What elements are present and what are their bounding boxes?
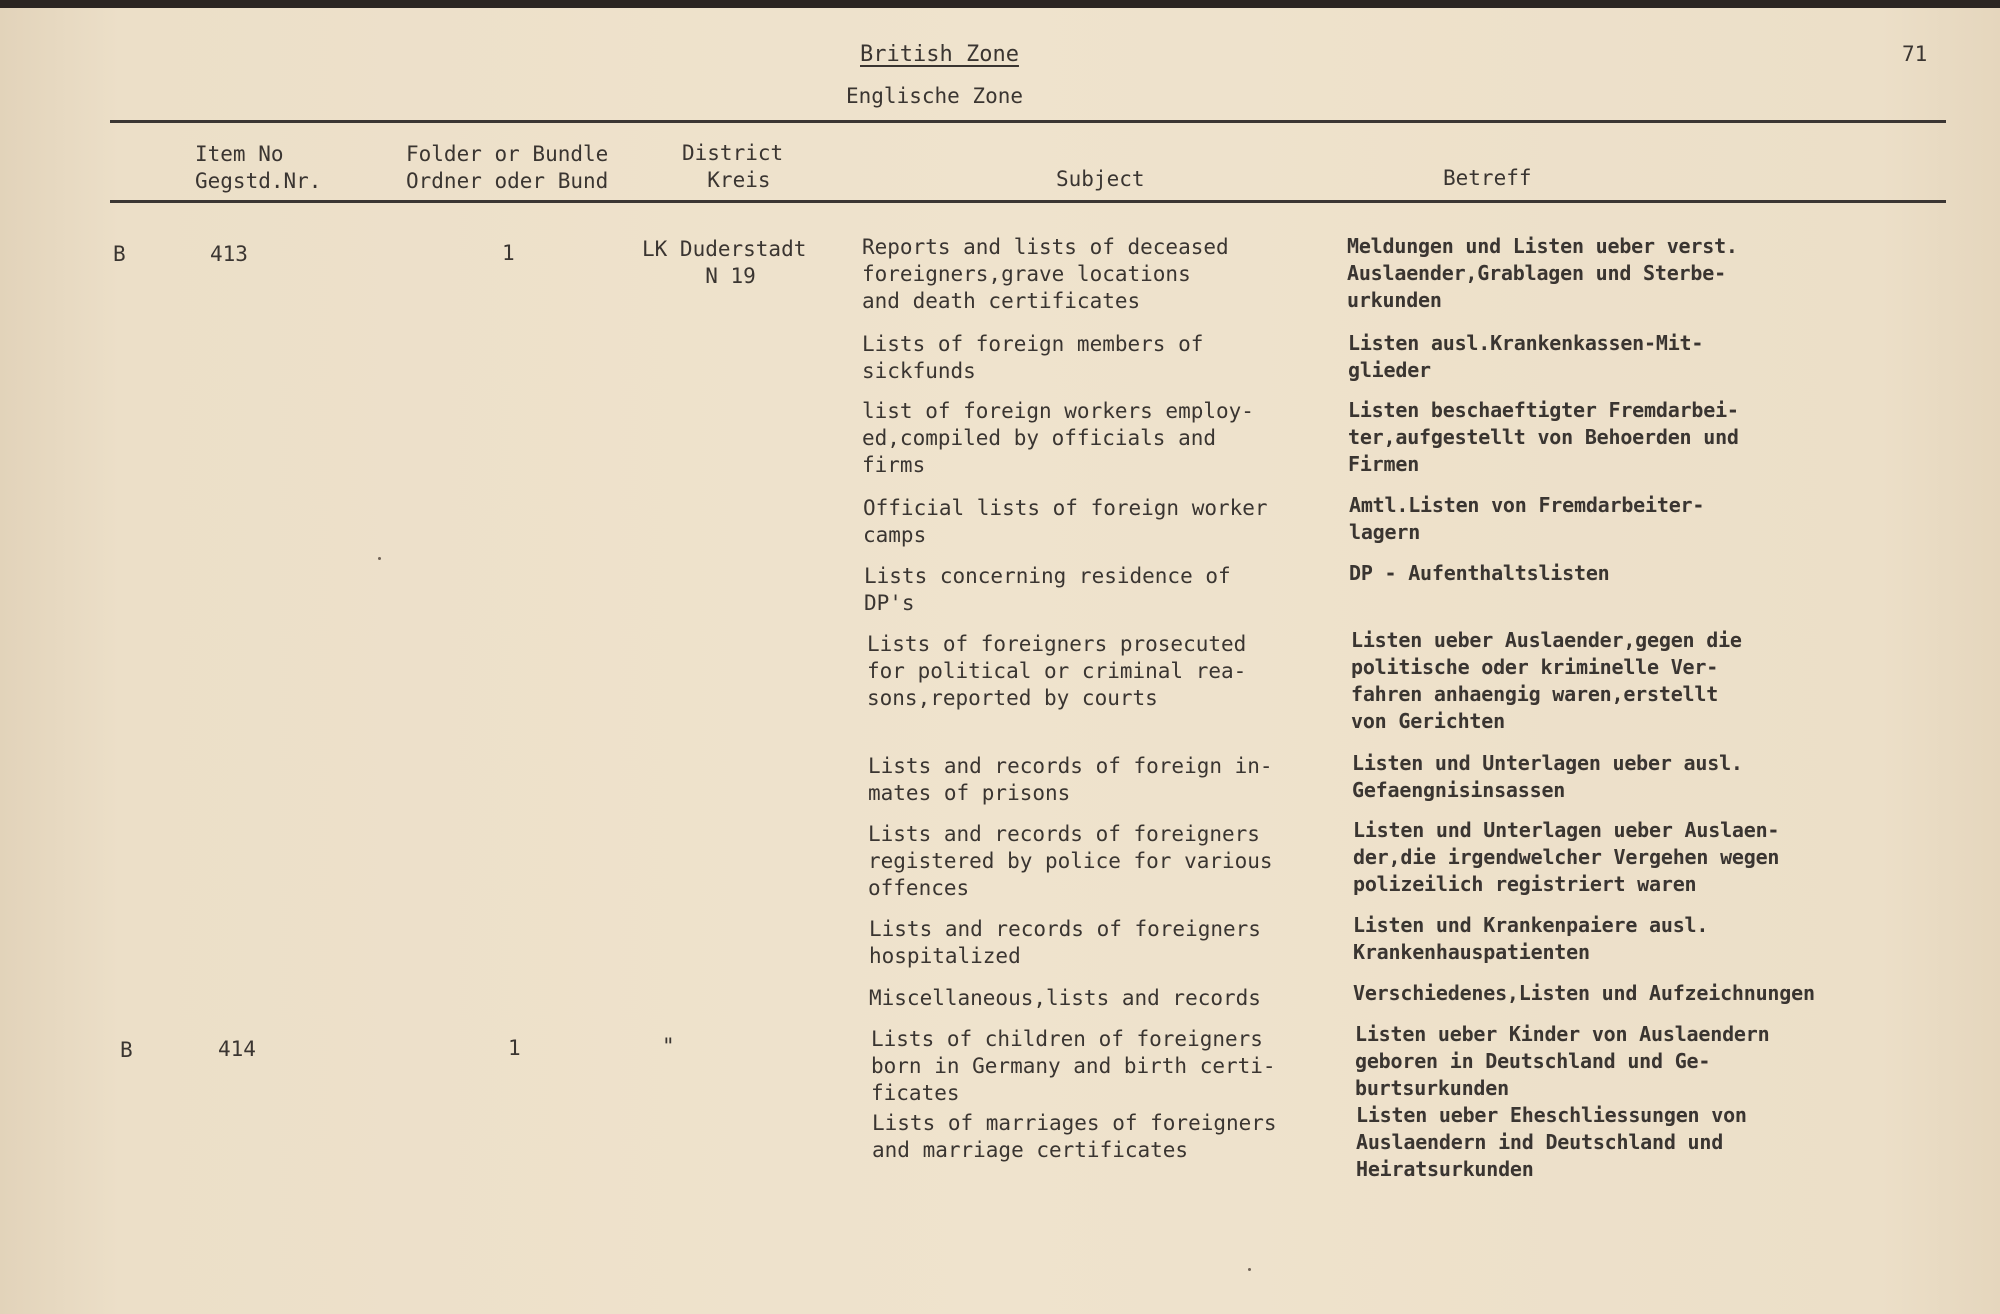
betreff-entry: Meldungen und Listen ueber verst. Auslaender,Grablagen und Sterbe- urkunden xyxy=(1347,234,1738,312)
subject-entry: Miscellaneous,lists and records xyxy=(869,986,1261,1010)
page-title: British Zone xyxy=(860,42,1019,67)
betreff-entry: Listen und Krankenpaiere ausl. Krankenhauspatienten xyxy=(1353,913,1709,964)
district: LK Duderstadt N 19 xyxy=(642,237,807,288)
item-number: 413 xyxy=(210,242,248,266)
subject-entry: Lists of foreign members of sickfunds xyxy=(862,332,1204,383)
subject-entry: Lists of foreigners prosecuted for political or criminal rea- sons,reported by courts xyxy=(867,632,1247,710)
subject-entry: Lists of children of foreigners born in Germany and birth certi- ficates xyxy=(871,1027,1276,1105)
betreff-entry: Listen ueber Eheschliessungen von Auslaendern ind Deutschland und Heiratsurkunden xyxy=(1356,1103,1747,1181)
betreff-entry: Amtl.Listen von Fremdarbeiter- lagern xyxy=(1349,493,1705,544)
column-header-district: District Kreis xyxy=(682,141,784,192)
column-header-betreff: Betreff xyxy=(1443,166,1532,190)
subject-entry: Official lists of foreign worker camps xyxy=(863,496,1268,547)
header-rule-bottom xyxy=(110,200,1946,203)
subject-entry: list of foreign workers employ- ed,compiled by officials and firms xyxy=(862,399,1254,477)
scan-edge xyxy=(0,0,2000,8)
subject-entry: Lists of marriages of foreigners and marriage certificates xyxy=(872,1111,1277,1162)
folder-number: 1 xyxy=(508,1036,521,1060)
paper-speck xyxy=(378,557,381,560)
page-number: 71 xyxy=(1902,42,1928,66)
betreff-entry: Listen ueber Kinder von Auslaendern geboren in Deutschland und Ge- burtsurkunden xyxy=(1355,1022,1770,1100)
district-ditto: " xyxy=(662,1034,675,1058)
subject-entry: Lists and records of foreigners registered by police for various offences xyxy=(868,822,1273,900)
subject-entry: Lists and records of foreign in- mates of prisons xyxy=(868,754,1273,805)
column-header-item-no: Item No Gegstd.Nr. xyxy=(195,142,322,193)
betreff-entry: Listen ueber Auslaender,gegen die politische oder kriminelle Ver- fahren anhaengig waren,erstellt von Gerichten xyxy=(1351,628,1742,733)
betreff-entry: Listen und Unterlagen ueber ausl. Gefaengnisinsassen xyxy=(1352,751,1743,802)
subject-entry: Lists concerning residence of DP's xyxy=(864,564,1231,615)
page-subtitle: Englische Zone xyxy=(846,84,1024,108)
betreff-entry: DP - Aufenthaltslisten xyxy=(1349,561,1610,585)
subject-entry: Lists and records of foreigners hospitalized xyxy=(869,917,1261,968)
row-prefix: B xyxy=(120,1038,133,1062)
betreff-entry: Listen beschaeftigter Fremdarbei- ter,aufgestellt von Behoerden und Firmen xyxy=(1348,398,1739,476)
column-header-folder: Folder or Bundle Ordner oder Bund xyxy=(406,142,609,193)
betreff-entry: Verschiedenes,Listen und Aufzeichnungen xyxy=(1353,981,1815,1005)
header-rule-top xyxy=(110,120,1946,123)
betreff-entry: Listen ausl.Krankenkassen-Mit- glieder xyxy=(1348,331,1704,382)
paper-speck xyxy=(1248,1268,1251,1271)
item-number: 414 xyxy=(218,1037,256,1061)
folder-number: 1 xyxy=(502,241,515,265)
betreff-entry: Listen und Unterlagen ueber Auslaen- der,die irgendwelcher Vergehen wegen polizeilich registriert waren xyxy=(1353,818,1780,896)
column-header-subject: Subject xyxy=(1056,167,1145,191)
row-prefix: B xyxy=(113,242,126,266)
subject-entry: Reports and lists of deceased foreigners,grave locations and death certificates xyxy=(862,235,1229,313)
